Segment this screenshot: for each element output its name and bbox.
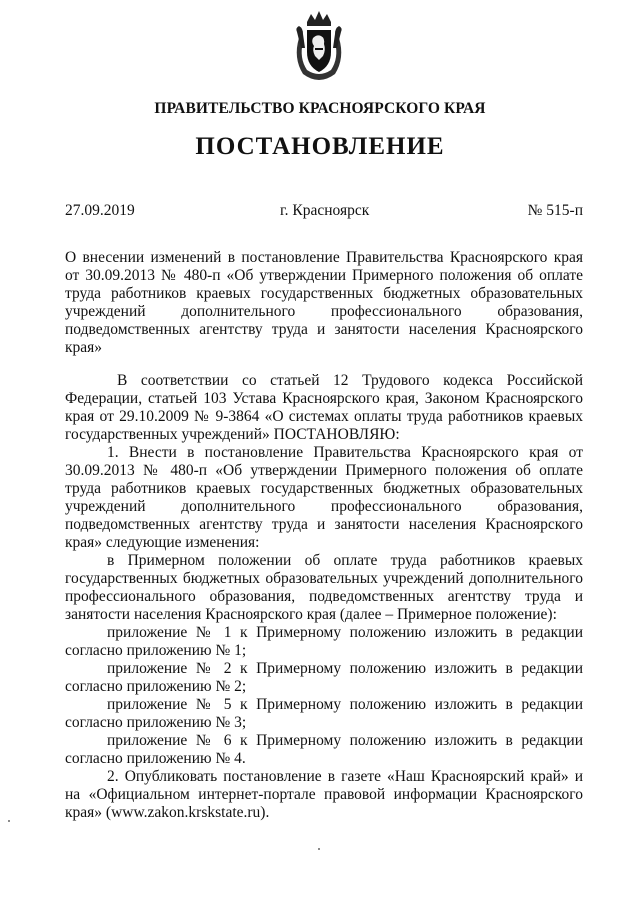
- document-date: 27.09.2019: [65, 202, 135, 219]
- document-number: № 515-п: [527, 202, 583, 219]
- document-subject: О внесении изменений в постановление Правительства Красноярского края от 30.09.2013 № 480-п «Об утверждении Примерного положения об оплате труда работников краевых государственных бюджетных образовательных учреждений дополнительного профессионального образования, подведомственных агентству труда и занятости населения Красноярского края»: [65, 249, 583, 356]
- government-title: ПРАВИТЕЛЬСТВО КРАСНОЯРСКОГО КРАЯ: [154, 100, 486, 117]
- coat-of-arms-icon: [291, 8, 347, 84]
- item-2-paragraph: 2. Опубликовать постановление в газете «Наш Красноярский край» и на «Официальном интернет-портале правовой информации Красноярского края» (www.zakon.krskstate.ru).: [65, 768, 583, 821]
- scan-speck: [318, 848, 320, 850]
- sub-item-3-paragraph: приложение № 5 к Примерному положению изложить в редакции согласно приложению № 3;: [65, 696, 583, 731]
- sub-item-4-paragraph: приложение № 6 к Примерному положению изложить в редакции согласно приложению № 4.: [65, 732, 583, 767]
- item-1-paragraph: 1. Внести в постановление Правительства Красноярского края от 30.09.2013 № 480-п «Об утверждении Примерного положения об оплате труда работников краевых государственных бюджетных образовательных учреждений дополнительного профессионального образования, подведомственных агентству труда и занятости населения Красноярского края» следующие изменения:: [65, 444, 583, 551]
- preamble-paragraph: В соответствии со статьей 12 Трудового кодекса Российской Федерации, статьей 103 Устава Красноярского края, Законом Красноярского края от 29.10.2009 № 9-3864 «О системах оплаты труда работников краевых государственных учреждений» ПОСТАНОВЛЯЮ:: [65, 372, 583, 443]
- document-body: [65, 372, 583, 822]
- document-city: г. Красноярск: [280, 202, 370, 219]
- document-type-title: ПОСТАНОВЛЕНИЕ: [195, 133, 445, 160]
- item-1-intro-paragraph: в Примерном положении об оплате труда работников краевых государственных бюджетных образовательных учреждений дополнительного профессионального образования, подведомственных агентству труда и занятости населения Красноярского края (далее – Примерное положение):: [65, 552, 583, 623]
- sub-item-2-paragraph: приложение № 2 к Примерному положению изложить в редакции согласно приложению № 2;: [65, 660, 583, 695]
- sub-item-1-paragraph: приложение № 1 к Примерному положению изложить в редакции согласно приложению № 1;: [65, 624, 583, 659]
- scan-speck: [8, 820, 10, 822]
